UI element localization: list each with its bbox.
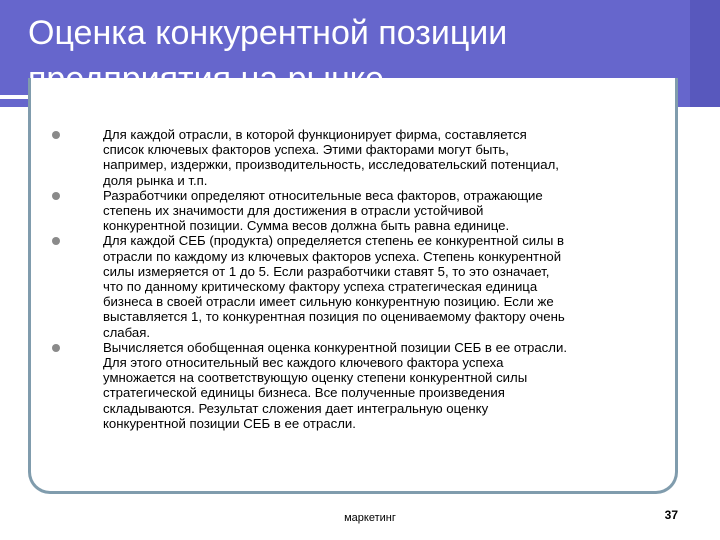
slide-footer: маркетинг — [344, 512, 396, 524]
bullet-list — [52, 127, 672, 431]
bullet-text-1: Для каждой отрасли, в которой функционирует фирма, составляется список ключевых факторов успеха. Этими факторами могут быть, например, издержки, производительность, исследовательский потенциал, доля рынка и т.п. — [103, 127, 559, 188]
bullet-item-2 — [52, 188, 672, 234]
bullet-text-4: Вычисляется обобщенная оценка конкурентной позиции СЕБ в ее отрасли. Для этого относительный вес каждого ключевого фактора успеха умножается на соответствующую оценку степени конкурентной силы стратегической единицы бизнеса. Все полученные произведения складываются. Результат сложения дает интегральную оценку конкурентной позиции СЕБ в ее отрасли. — [103, 339, 567, 431]
slide-title-line-1: Оценка конкурентной позиции — [28, 14, 508, 52]
bullet-dot-icon — [52, 192, 60, 200]
bullet-dot-icon — [52, 131, 60, 139]
title-band-corner — [690, 0, 720, 107]
bullet-text-3: Для каждой СЕБ (продукта) определяется степень ее конкурентной силы в отрасли по каждому из ключевых факторов успеха. Степень конкурентной силы измеряется от 1 до 5. Если разработчики ставят 5, то это означает, что по данному критическому фактору успеха стратегическая единица бизнеса в своей отрасли имеет сильную конкурентную позицию. Если же выставляется 1, то конкурентная позиция по оцениваемому фактору очень слабая. — [103, 233, 565, 340]
bullet-text-2: Разработчики определяют относительные веса факторов, отражающие степень их значимости для достижения в отрасли устойчивой конкурентной позиции. Сумма весов должна быть равна единице. — [103, 187, 543, 234]
bullet-dot-icon — [52, 237, 60, 245]
bullet-dot-icon — [52, 344, 60, 352]
bullet-item-1 — [52, 127, 672, 188]
bullet-item-4 — [52, 340, 672, 431]
bullet-item-3 — [52, 233, 672, 339]
page-number: 37 — [664, 508, 678, 522]
